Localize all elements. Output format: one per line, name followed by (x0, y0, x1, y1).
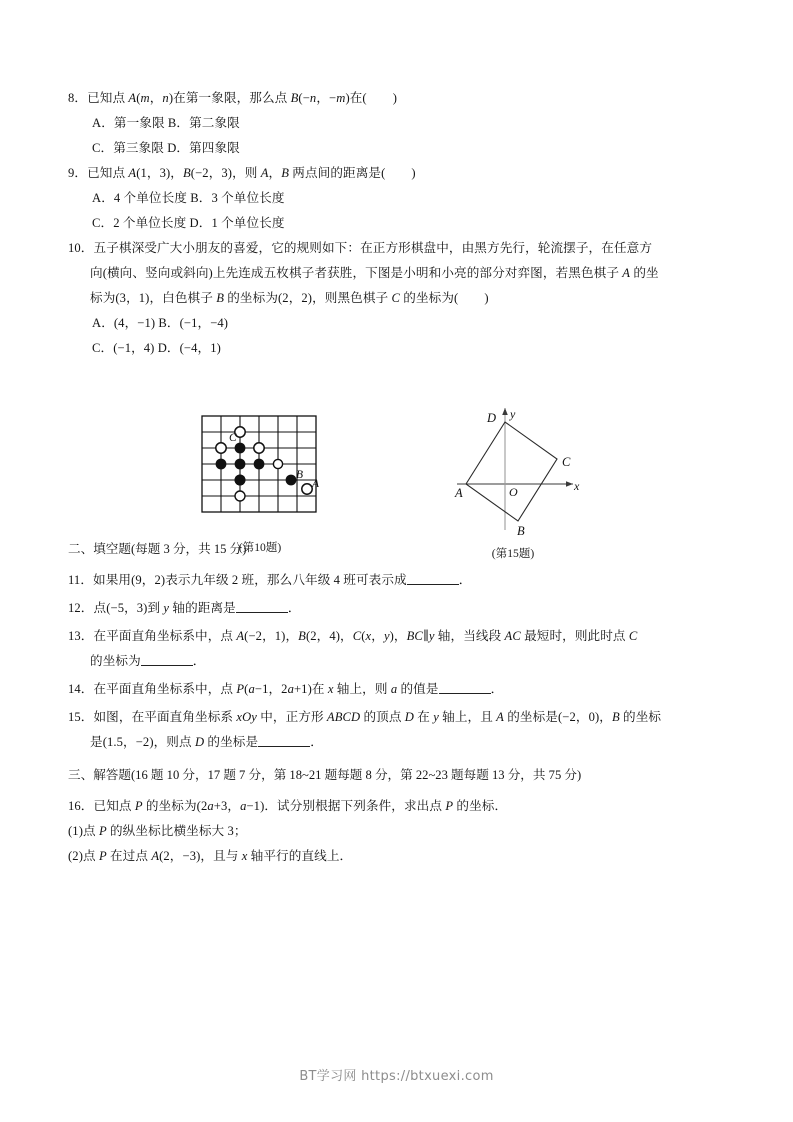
y-axis-arrow (502, 408, 508, 415)
site-watermark: BT学习网 https://btxuexi.com (299, 1069, 494, 1084)
y-axis-label: y (510, 407, 516, 421)
answer-blank-11[interactable] (407, 573, 459, 585)
question-16-text-a: 已知点 (93, 799, 135, 813)
white-stone (216, 443, 226, 453)
question-10-text-2a: 向(横向、竖向或斜向)上先连成五枚棋子者获胜，下图是小明和小亮的部分对弈图，若黑色棋子 (90, 266, 623, 280)
question-10-stem-line-1: 10．五子棋深受广大小朋友的喜爱，它的规则如下：在正方形棋盘中，由黑方先行，轮流摆子，在任意方 (68, 241, 653, 255)
question-10-text-1: 五子棋深受广大小朋友的喜爱，它的规则如下：在正方形棋盘中，由黑方先行，轮流摆子，在任意方 (93, 241, 653, 255)
white-stone (273, 459, 282, 468)
question-11-text: 如果用(9，2)表示九年级 2 班，那么八年级 4 班可表示成 (93, 573, 407, 587)
question-12-text-a: 点(−5，3)到 (93, 601, 164, 615)
origin-label: O (509, 485, 518, 499)
gomoku-board-svg (196, 410, 324, 532)
figure-gomoku-caption: (第10题) (238, 541, 282, 554)
answer-blank-12[interactable] (236, 601, 288, 613)
question-16-stem: 16．已知点 P 的坐标为(2a+3，a−1)．试分别根据下列条件，求出点 P 的坐标． (68, 799, 508, 813)
section-3-heading: 三、解答题(16 题 10 分，17 题 7 分，第 18~21 题每题 8 分，第 22~23 题每题 13 分，共 75 分) (68, 768, 582, 782)
vertex-label-a: A (455, 486, 463, 500)
question-8-options-line-2: C．第三象限 D．第四象限 (92, 141, 240, 155)
square-abcd-outline (466, 422, 557, 521)
question-9-options-line-1: A．4 个单位长度 B．3 个单位长度 (92, 191, 285, 205)
question-10-options-line-1: A．(4，−1) B．(−1，−4) (92, 316, 229, 330)
question-12-text-b: 轴的距离是 (169, 601, 236, 615)
section-2-heading: 二、填空题(每题 3 分，共 15 分) (68, 542, 247, 556)
figure-gomoku (196, 410, 324, 555)
question-10-options-line-2: C．(−1，4) D．(−4，1) (92, 341, 221, 355)
answer-blank-13[interactable] (141, 654, 193, 666)
question-9-stem: 9．已知点 A(1，3)，B(−2，3)，则 A，B 两点间的距离是( ) (68, 166, 416, 180)
question-11: 11．如果用(9，2)表示九年级 2 班，那么八年级 4 班可表示成 ． (68, 573, 472, 587)
vertex-label-b: B (517, 524, 525, 538)
gomoku-label-a: A (312, 478, 320, 490)
question-12: 12．点(−5，3)到 y 轴的距离是 ． (68, 601, 301, 615)
figure-square-abcd (443, 398, 583, 561)
question-9-options-line-2: C．2 个单位长度 D．1 个单位长度 (92, 216, 285, 230)
question-15-line-2: 是(1.5，−2)，则点 D 的坐标是 ． (90, 735, 323, 749)
question-16-sub-1: (1)点 P 的纵坐标比横坐标大 3； (68, 824, 247, 838)
vertex-label-d: D (487, 411, 497, 425)
black-stone-dup (235, 475, 246, 486)
x-axis-arrow (566, 481, 573, 487)
question-8-options-line-1: A．第一象限 B．第二象限 (92, 116, 240, 130)
white-stone (235, 491, 245, 501)
black-stone (254, 459, 265, 470)
x-axis-label: x (574, 479, 580, 493)
question-13-line-2: 的坐标为 ． (90, 654, 206, 668)
black-stone (235, 443, 246, 454)
question-14: 14．在平面直角坐标系中，点 P(a−1，2a+1)在 x 轴上，则 a 的值是 ． (68, 682, 504, 696)
question-10-text-3a: 标为(3，1)，白色棋子 (90, 291, 217, 305)
vertex-label-c: C (562, 455, 571, 469)
figure-square-caption: (第15题) (491, 547, 535, 560)
white-stone-a (302, 484, 312, 494)
question-13-line-1: 13．在平面直角坐标系中，点 A(−2，1)，B(2，4)，C(x，y)，BC∥y 轴，当线段 AC 最短时，则此时点 C (68, 629, 638, 643)
black-stone-b (286, 475, 297, 486)
question-15-line-1: 15．如图，在平面直角坐标系 xOy 中，正方形 ABCD 的顶点 D 在 y 轴上，且 A 的坐标是(−2，0)，B 的坐标 (68, 710, 662, 724)
answer-blank-14[interactable] (439, 682, 491, 694)
black-stone (235, 459, 246, 470)
question-8-stem: 8．已知点 A(m，n)在第一象限，那么点 B(−n，−m)在( ) (68, 91, 398, 105)
black-stone (216, 459, 227, 470)
answer-blank-15[interactable] (258, 735, 310, 747)
white-stone (254, 443, 264, 453)
question-10-stem-line-3: 标为(3，1)，白色棋子 B 的坐标为(2，2)，则黑色棋子 C 的坐标为( ) (90, 291, 489, 305)
gomoku-label-b: B (296, 469, 304, 481)
square-abcd-svg (443, 398, 583, 538)
question-10-stem-line-2: 向(横向、竖向或斜向)上先连成五枚棋子者获胜，下图是小明和小亮的部分对弈图，若黑色棋子 A 的坐 (90, 266, 659, 280)
figures-row (68, 398, 728, 566)
gomoku-label-c: C (229, 432, 237, 444)
question-16-sub-2: (2)点 P 在过点 A(2，−3)，且与 x 轴平行的直线上． (68, 849, 353, 863)
